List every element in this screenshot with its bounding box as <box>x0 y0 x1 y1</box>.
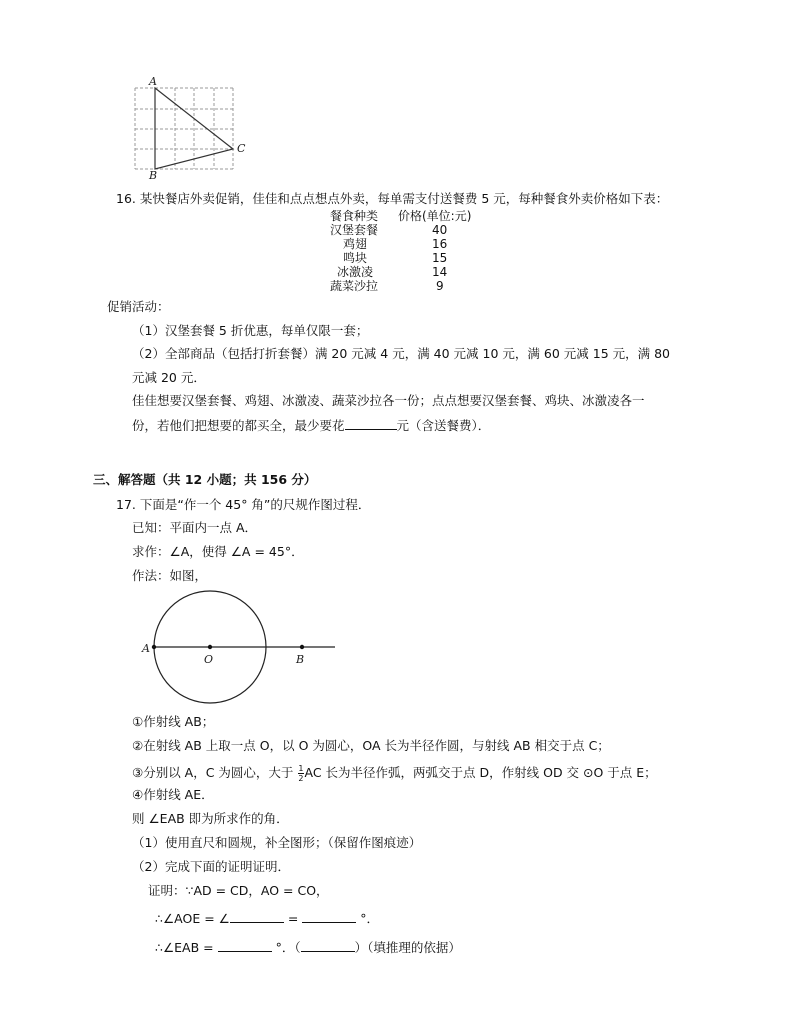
answer-blank-angle[interactable] <box>230 912 284 923</box>
table-row-item: 蔬菜沙拉 <box>330 279 379 293</box>
fraction-half <box>298 764 303 783</box>
table-row-item: 鸡翅 <box>343 237 368 251</box>
q17-requirement: 求作：∠A，使得 ∠A = 45°． <box>132 544 304 559</box>
answer-blank-reason[interactable] <box>301 941 355 952</box>
point-a <box>152 645 156 649</box>
q17-step3 <box>132 764 657 783</box>
table-header-item: 餐食种类 <box>330 209 379 223</box>
wish-line1: 佳佳想要汉堡套餐、鸡翅、冰激凌、蔬菜沙拉各一份；点点想要汉堡套餐、鸡块、冰激凌各一 <box>132 393 645 408</box>
circle-construction-figure <box>140 585 340 715</box>
proof3-pre: ∴∠EAB = <box>155 940 218 955</box>
q17-conclusion: 则 ∠EAB 即为所求作的角． <box>132 811 289 826</box>
q17-known: 已知：平面内一点 A． <box>132 520 258 535</box>
proof2-mid: = <box>283 911 303 926</box>
table-header-price: 价格(单位:元) <box>398 209 472 223</box>
q17-method: 作法：如图， <box>132 568 208 583</box>
proof3-mid: °．（ <box>271 940 301 955</box>
fig-label-o: O <box>204 653 214 666</box>
table-row-price: 15 <box>432 251 448 265</box>
grid-triangle-figure <box>125 75 246 182</box>
label-b: B <box>149 169 158 182</box>
q17-step4: ④作射线 AE． <box>132 787 214 802</box>
q17-sub1: （1）使用直尺和圆规，补全图形；（保留作图痕迹） <box>132 835 422 850</box>
wish-line2-post: 元（含送餐费）． <box>396 418 491 433</box>
table-row-price: 14 <box>432 265 448 279</box>
promo-rule-1: （1）汉堡套餐 5 折优惠，每单仅限一套； <box>132 323 369 338</box>
promo-rule-2-line2: 元减 20 元． <box>132 370 206 385</box>
table-row-price: 40 <box>432 223 448 237</box>
point-o <box>208 645 212 649</box>
q16-stem: 16. 某快餐店外卖促销，佳佳和点点想点外卖，每单需支付送餐费 5 元，每种餐食外卖价格如下表： <box>116 191 669 206</box>
section-3-title: 三、解答题（共 12 小题；共 156 分） <box>93 472 317 487</box>
label-a: A <box>149 75 157 88</box>
table-row-price: 16 <box>432 237 448 251</box>
answer-blank-degree-2[interactable] <box>218 941 272 952</box>
proof2-post: °． <box>356 911 380 926</box>
fig-label-b: B <box>296 653 305 666</box>
proof2-pre: ∴∠AOE = ∠ <box>155 911 230 926</box>
answer-blank-degree-1[interactable] <box>302 912 356 923</box>
q17-step2: ②在射线 AB 上取一点 O，以 O 为圆心，OA 长为半径作圆，与射线 AB 相交于点 C； <box>132 738 610 753</box>
table-row-price: 9 <box>436 279 444 293</box>
q17-stem: 17. 下面是“作一个 45° 角”的尺规作图过程． <box>116 497 371 512</box>
label-c: C <box>237 142 246 155</box>
table-row-item: 汉堡套餐 <box>330 223 379 237</box>
point-b <box>300 645 304 649</box>
wish-line2 <box>132 419 490 433</box>
q17-step3-pre: ③分别以 A，C 为圆心，大于 <box>132 765 298 780</box>
proof3-post: ）（填推理的依据） <box>354 940 461 955</box>
promo-title: 促销活动： <box>107 299 170 314</box>
fraction-numerator: 1 <box>298 764 304 773</box>
q17-step1: ①作射线 AB； <box>132 714 215 729</box>
table-row-item: 冰激凌 <box>337 265 374 279</box>
q17-proof-line2 <box>155 912 379 926</box>
q17-step3-post: AC 长为半径作弧，两弧交于点 D，作射线 OD 交 ⊙O 于点 E； <box>304 765 657 780</box>
fig-label-a: A <box>142 642 150 655</box>
q17-sub2: （2）完成下面的证明证明． <box>132 859 290 874</box>
q17-proof-line3 <box>155 941 461 955</box>
promo-rule-2-line1: （2）全部商品（包括打折套餐）满 20 元减 4 元，满 40 元减 10 元，满 60 元减 15 元，满 80 <box>132 346 670 361</box>
answer-blank-16[interactable] <box>345 419 397 430</box>
wish-line2-pre: 份，若他们把想要的都买全，最少要花 <box>132 418 345 433</box>
fraction-denominator: 2 <box>298 774 304 783</box>
table-row-item: 鸣块 <box>343 251 368 265</box>
q17-proof-line1: 证明：∵AD = CD，AO = CO， <box>148 883 329 898</box>
